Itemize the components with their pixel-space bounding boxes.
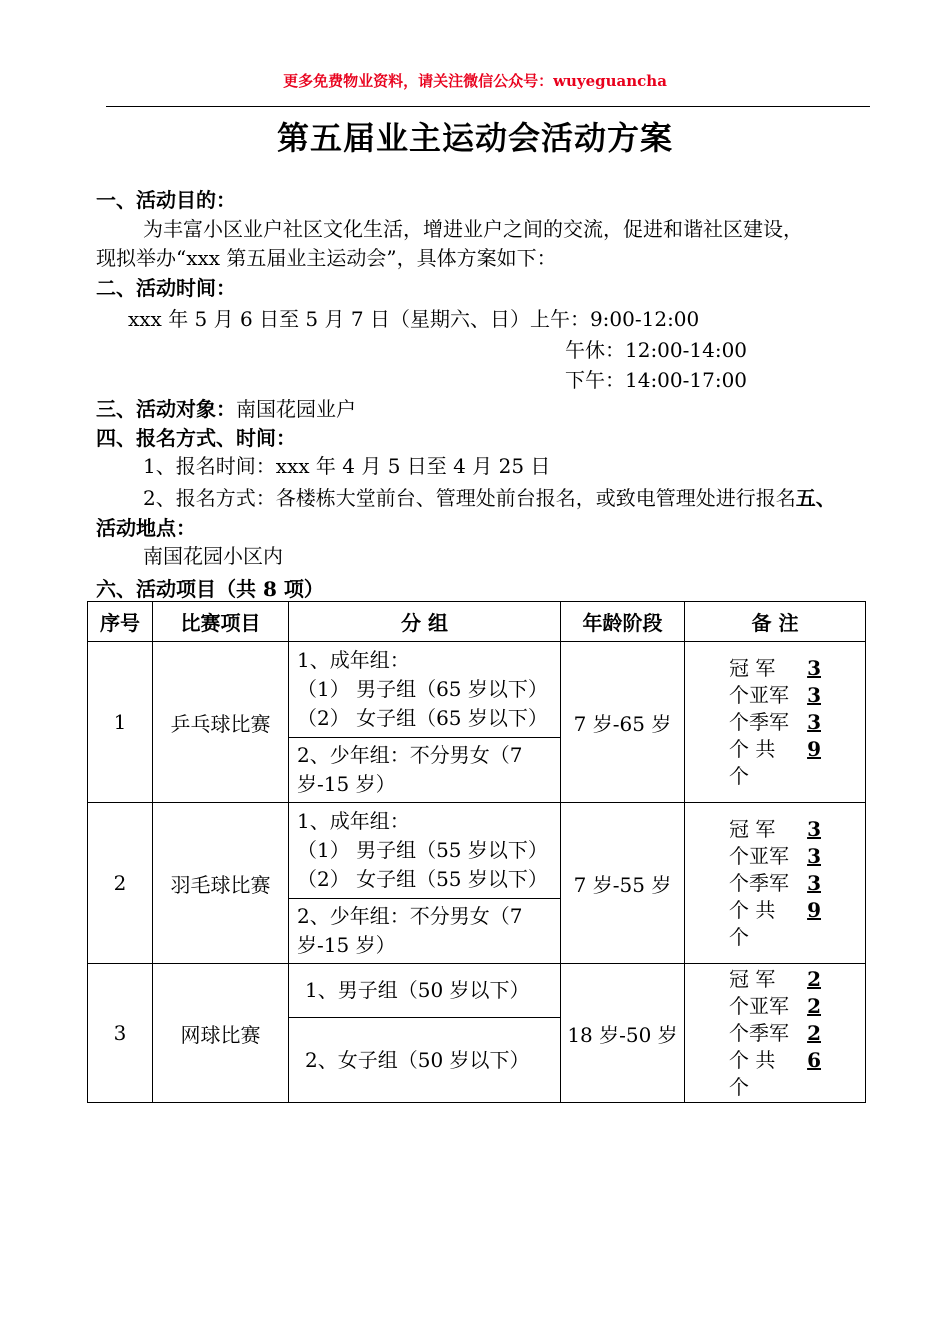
col-header-group: 分 组 bbox=[289, 602, 561, 642]
group-line: （1） 男子组（65 岁以下） bbox=[297, 677, 548, 701]
remark-label: 个 共 bbox=[729, 897, 776, 922]
time-line2: 午休：12:00-14:00 bbox=[565, 338, 748, 362]
row-age: 7 岁-55 岁 bbox=[561, 803, 685, 964]
row-remark bbox=[685, 642, 866, 803]
events-heading: 六、活动项目（共 8 项） bbox=[96, 577, 324, 601]
remark-number: 3 bbox=[807, 682, 821, 707]
row-group-men: 1、男子组（50 岁以下） bbox=[289, 964, 561, 1018]
remark-label: 冠 军 bbox=[729, 655, 776, 680]
group-line: （1） 男子组（55 岁以下） bbox=[297, 838, 548, 862]
remark-number: 3 bbox=[807, 843, 821, 868]
purpose-text-line2: 现拟举办“xxx 第五届业主运动会”，具体方案如下： bbox=[96, 246, 557, 270]
remark-label: 个季军 bbox=[729, 870, 789, 895]
target-heading: 三、活动对象： bbox=[96, 397, 236, 421]
header-note: 更多免费物业资料，请关注微信公众号：wuyeguancha bbox=[283, 72, 667, 90]
table-row bbox=[88, 803, 866, 899]
row-no: 1 bbox=[88, 642, 153, 803]
remark-number: 3 bbox=[807, 816, 821, 841]
col-header-remark: 备 注 bbox=[685, 602, 866, 642]
row-group-youth: 2、少年组：不分男女（7 岁-15 岁） bbox=[289, 899, 561, 964]
location-heading-prefix: 五、 bbox=[795, 486, 836, 510]
col-header-event: 比赛项目 bbox=[153, 602, 289, 642]
row-group-adult bbox=[289, 642, 561, 738]
group-line: 1、成年组： bbox=[297, 648, 410, 672]
row-event: 网球比赛 bbox=[153, 964, 289, 1103]
target-line bbox=[96, 393, 356, 422]
remark-label: 个 共 bbox=[729, 736, 776, 761]
remark-label: 个 bbox=[729, 763, 749, 788]
remark-label: 个季军 bbox=[729, 1020, 789, 1045]
registration-item2-line bbox=[143, 482, 836, 511]
remark-label: 个 bbox=[729, 1074, 749, 1099]
registration-item2: 2、报名方式：各楼栋大堂前台、管理处前台报名，或致电管理处进行报名 bbox=[143, 486, 796, 510]
row-group-youth: 2、少年组：不分男女（7 岁-15 岁） bbox=[289, 738, 561, 803]
remark-label: 冠 军 bbox=[729, 966, 776, 991]
row-event: 乒乓球比赛 bbox=[153, 642, 289, 803]
remark-label: 个亚军 bbox=[729, 993, 789, 1018]
target-value: 南国花园业户 bbox=[236, 397, 356, 421]
remark-label: 冠 军 bbox=[729, 816, 776, 841]
time-line1: xxx 年 5 月 6 日至 5 月 7 日（星期六、日）上午：9:00-12:00 bbox=[128, 307, 700, 331]
row-no: 2 bbox=[88, 803, 153, 964]
remark-number: 3 bbox=[807, 870, 821, 895]
col-header-age: 年龄阶段 bbox=[561, 602, 685, 642]
remark-number: 6 bbox=[807, 1047, 821, 1072]
remark-number: 9 bbox=[807, 736, 821, 761]
page-title: 第五届业主运动会活动方案 bbox=[276, 119, 673, 157]
remark-number: 3 bbox=[807, 655, 821, 680]
remark-number: 9 bbox=[807, 897, 821, 922]
table-row bbox=[88, 964, 866, 1018]
remark-number: 2 bbox=[807, 993, 821, 1018]
time-heading: 二、活动时间： bbox=[96, 276, 236, 300]
events-table bbox=[87, 601, 866, 1103]
group-line: 1、成年组： bbox=[297, 809, 410, 833]
row-group-women: 2、女子组（50 岁以下） bbox=[289, 1018, 561, 1103]
row-group-adult bbox=[289, 803, 561, 899]
location-heading: 活动地点： bbox=[96, 516, 196, 540]
remark-number: 2 bbox=[807, 966, 821, 991]
remark-label: 个 共 bbox=[729, 1047, 776, 1072]
remark-label: 个亚军 bbox=[729, 843, 789, 868]
table-header-row bbox=[88, 602, 866, 642]
remark-label: 个季军 bbox=[729, 709, 789, 734]
row-remark bbox=[685, 964, 866, 1103]
row-remark bbox=[685, 803, 866, 964]
remark-label: 个亚军 bbox=[729, 682, 789, 707]
table-row bbox=[88, 642, 866, 738]
row-age: 7 岁-65 岁 bbox=[561, 642, 685, 803]
time-line3: 下午：14:00-17:00 bbox=[565, 368, 748, 392]
row-age: 18 岁-50 岁 bbox=[561, 964, 685, 1103]
row-no: 3 bbox=[88, 964, 153, 1103]
remark-number: 2 bbox=[807, 1020, 821, 1045]
location-value: 南国花园小区内 bbox=[143, 544, 283, 568]
group-line: （2） 女子组（55 岁以下） bbox=[297, 867, 548, 891]
purpose-text-line1: 为丰富小区业户社区文化生活，增进业户之间的交流，促进和谐社区建设， bbox=[143, 217, 803, 241]
group-line: （2） 女子组（65 岁以下） bbox=[297, 706, 548, 730]
header-divider bbox=[106, 106, 870, 107]
col-header-no: 序号 bbox=[88, 602, 153, 642]
registration-item1: 1、报名时间：xxx 年 4 月 5 日至 4 月 25 日 bbox=[143, 454, 551, 478]
registration-heading: 四、报名方式、时间： bbox=[96, 426, 296, 450]
row-event: 羽毛球比赛 bbox=[153, 803, 289, 964]
purpose-heading: 一、活动目的： bbox=[96, 188, 236, 212]
remark-number: 3 bbox=[807, 709, 821, 734]
remark-label: 个 bbox=[729, 924, 749, 949]
